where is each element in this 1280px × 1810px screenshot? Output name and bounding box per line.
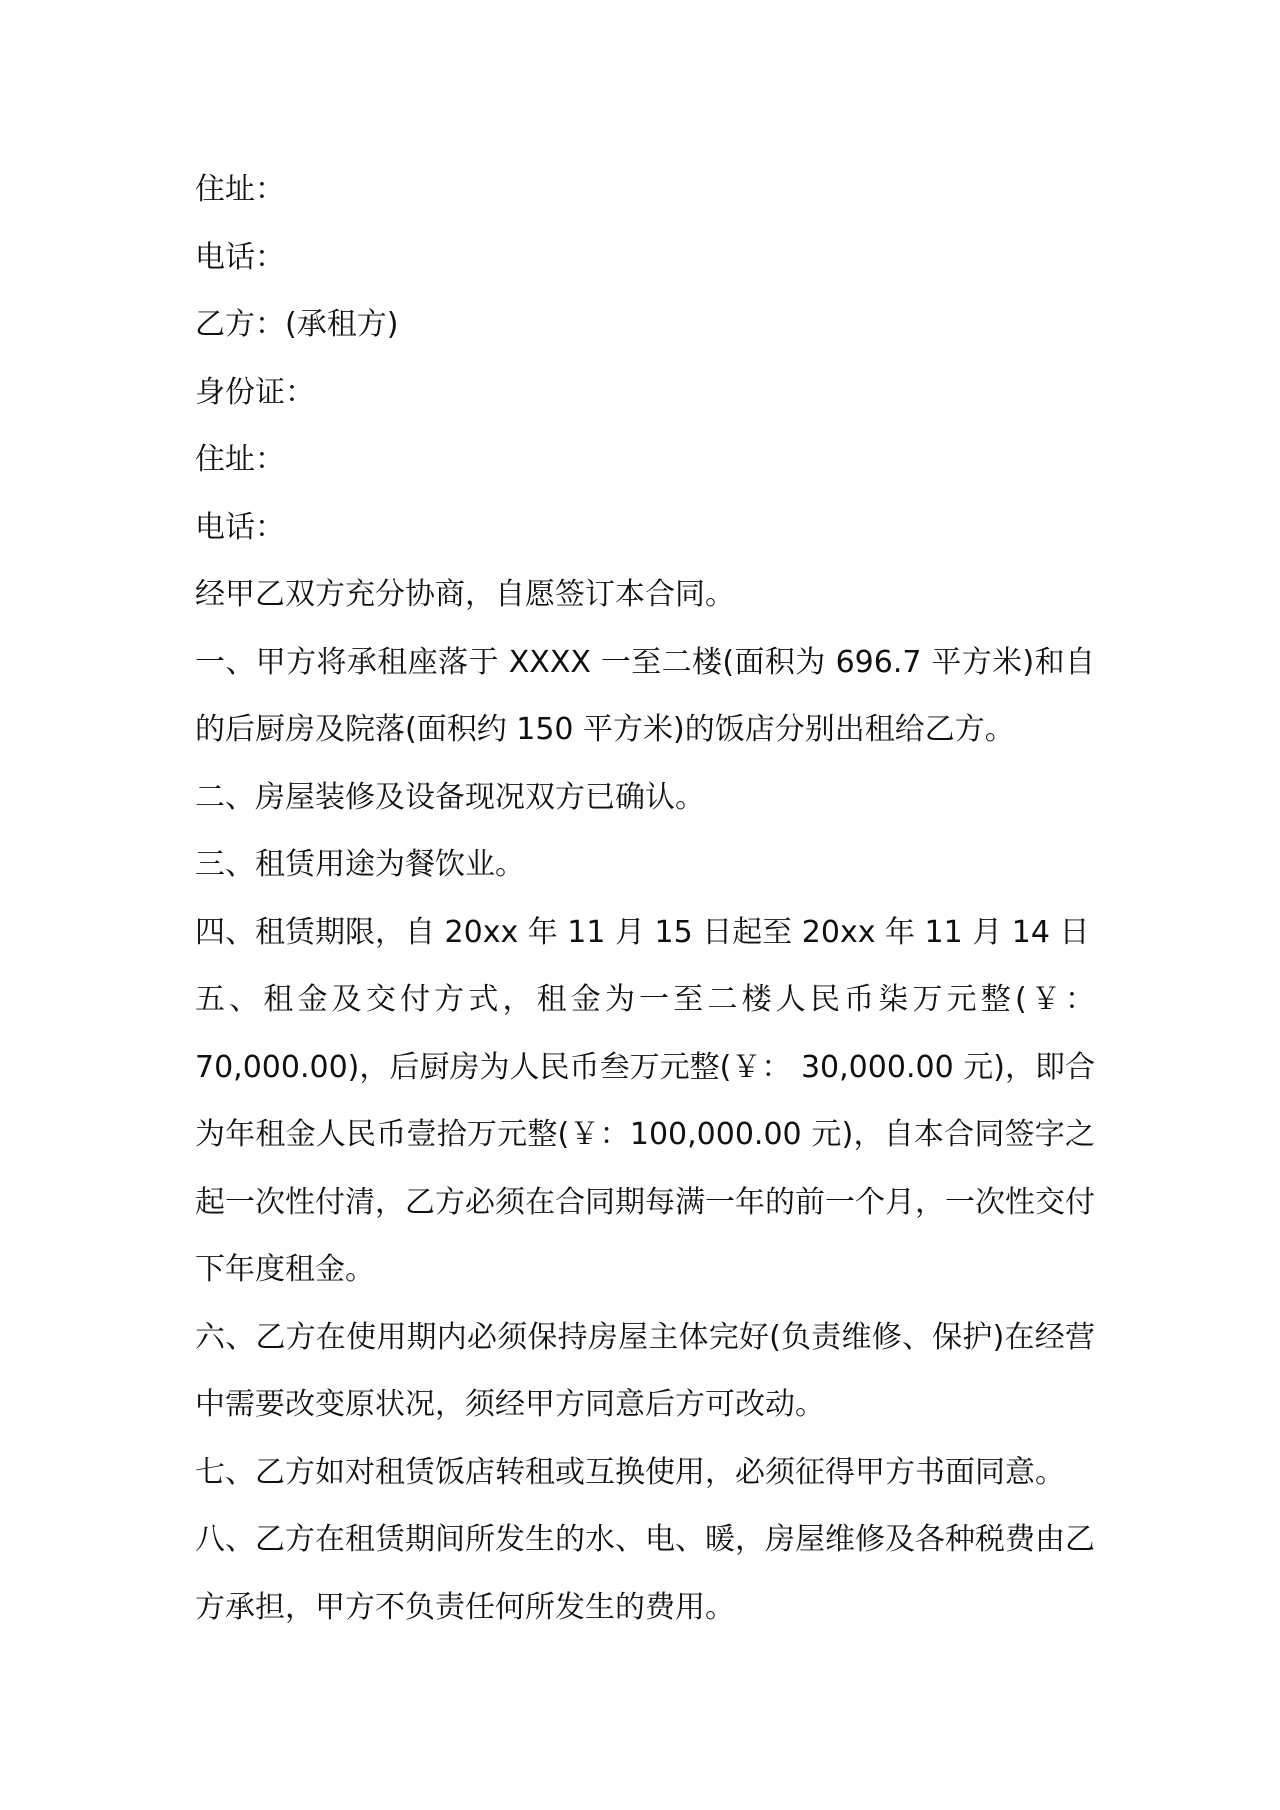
text-line: 一、甲方将承租座落于 XXXX 一至二楼(面积为 696.7 平方米)和自	[195, 644, 1095, 680]
text-line: 起一次性付清，乙方必须在合同期每满一年的前一个月，一次性交付	[195, 1184, 1095, 1220]
text-line: 住址：	[195, 442, 285, 477]
text-line: 乙方：(承租方)	[195, 307, 399, 342]
paragraph-intro	[195, 561, 1095, 629]
text-line: 70,000.00)，后厨房为人民币叁万元整(￥： 30,000.00 元)，即合	[195, 1049, 1095, 1085]
text-line: 方承担，甲方不负责任何所发生的费用。	[195, 1589, 735, 1625]
clause-6	[195, 1304, 1095, 1439]
text-line: 经甲乙双方充分协商，自愿签订本合同。	[195, 577, 735, 612]
text-line: 二、房屋装修及设备现况双方已确认。	[195, 779, 705, 815]
text-line: 中需要改变原状况，须经甲方同意后方可改动。	[195, 1387, 825, 1422]
text-line: 六、乙方在使用期内必须保持房屋主体完好(负责维修、保护)在经营	[195, 1319, 1095, 1355]
paragraph-party-b	[195, 291, 1095, 359]
text-line: 八、乙方在租赁期间所发生的水、电、暖，房屋维修及各种税费由乙	[195, 1522, 1095, 1557]
text-line: 下年度租金。	[195, 1252, 375, 1287]
text-line: 住址：	[195, 172, 285, 207]
text-line: 五、租金及交付方式，租金为一至二楼人民币柒万元整(￥：	[195, 982, 1095, 1017]
text-line: 身份证：	[195, 374, 315, 410]
document-body	[195, 156, 1095, 1641]
paragraph-id-card	[195, 359, 1095, 427]
text-line: 电话：	[195, 239, 285, 275]
paragraph-phone-a	[195, 224, 1095, 292]
text-line: 三、租赁用途为餐饮业。	[195, 847, 525, 882]
clause-5	[195, 966, 1095, 1304]
clause-8	[195, 1506, 1095, 1641]
paragraph-address-a	[195, 156, 1095, 224]
text-line: 四、租赁期限，自 20xx 年 11 月 15 日起至 20xx 年 11 月 14 日	[195, 914, 1090, 950]
text-line: 为年租金人民币壹拾万元整(￥：100,000.00 元)，自本合同签字之	[195, 1117, 1095, 1152]
clause-4	[195, 899, 1095, 967]
clause-2	[195, 764, 1095, 832]
text-line: 七、乙方如对租赁饭店转租或互换使用，必须征得甲方书面同意。	[195, 1454, 1065, 1490]
text-line: 电话：	[195, 509, 285, 545]
text-line: 的后厨房及院落(面积约 150 平方米)的饭店分别出租给乙方。	[195, 712, 1015, 747]
clause-1	[195, 629, 1095, 764]
paragraph-address-b	[195, 426, 1095, 494]
paragraph-phone-b	[195, 494, 1095, 562]
clause-7	[195, 1439, 1095, 1507]
clause-3	[195, 831, 1095, 899]
